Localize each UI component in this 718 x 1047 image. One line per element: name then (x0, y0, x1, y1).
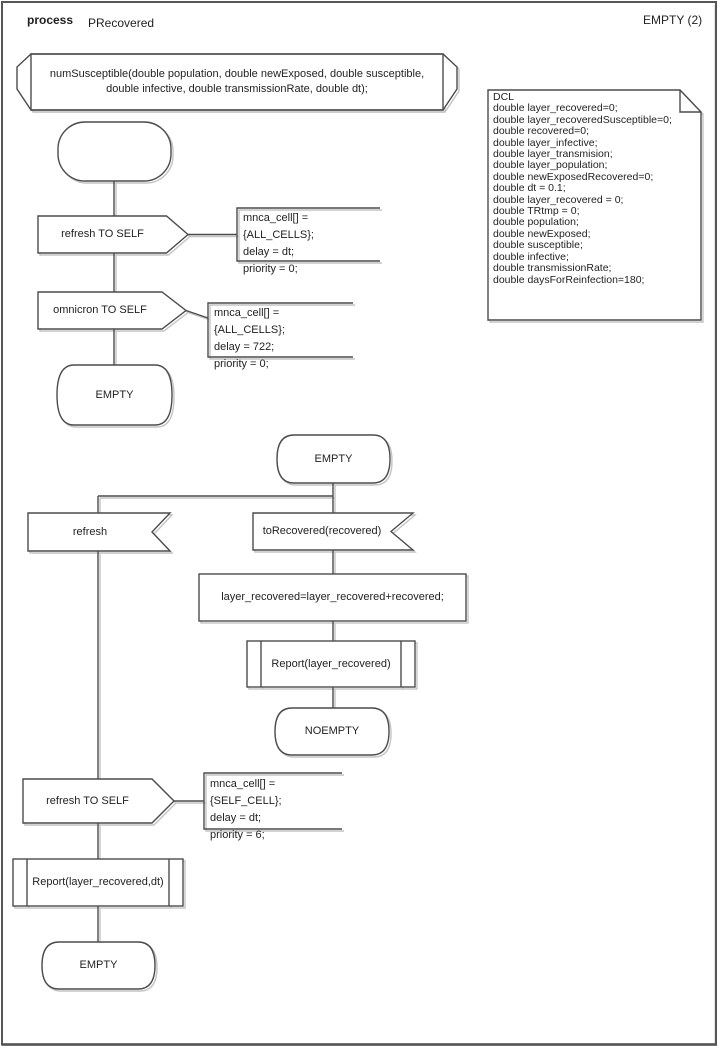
state-empty2-label: EMPTY (314, 452, 353, 465)
state-empty-label: EMPTY (95, 388, 134, 401)
procedure-call-report-dt-label: Report(layer_recovered,dt) (32, 876, 164, 888)
state-noempty-label: NOEMPTY (304, 725, 360, 737)
input-torecovered-label: toRecovered(recovered) (262, 525, 382, 537)
process-kind-label: process (27, 13, 74, 27)
comment-refresh2-text: mnca_cell[] = {SELF_CELL}; delay = dt; priority = 6; (210, 778, 282, 841)
task-label: layer_recovered=layer_recovered+recovered; (221, 591, 444, 603)
dcl-declarations-text: DCL double layer_recovered=0; double layer_recoveredSusceptible=0; double recovered=0; double layer_infective; double layer_transmision; double layer_population; double newExposedRecovered=0; double dt = 0.1; double layer_recovered = 0; double TRtmp = 0; double population; double newExposed; double susceptible; double infective; double transmissionRate; double daysForReinfection=180; (493, 91, 672, 286)
page-label: EMPTY (2) (643, 13, 703, 27)
state-end-empty-label: EMPTY (79, 959, 118, 971)
process-name-label: PRecovered (88, 16, 155, 30)
signature-text: numSusceptible(double population, double newExposed, double susceptible, double infective, double transmissionRate, double dt); (49, 68, 425, 95)
comment-omnicron-text: mnca_cell[] = {ALL_CELLS}; delay = 722; priority = 0; (214, 307, 285, 370)
procedure-call-report-label: Report(layer_recovered) (271, 657, 391, 670)
output-refresh2-label: refresh TO SELF (46, 794, 129, 807)
input-refresh-label: refresh (72, 525, 108, 538)
comment-refresh-text: mnca_cell[] = {ALL_CELLS}; delay = dt; priority = 0; (243, 212, 314, 275)
output-omnicron-label: omnicron TO SELF (53, 304, 147, 316)
output-refresh-label: refresh TO SELF (61, 228, 144, 240)
